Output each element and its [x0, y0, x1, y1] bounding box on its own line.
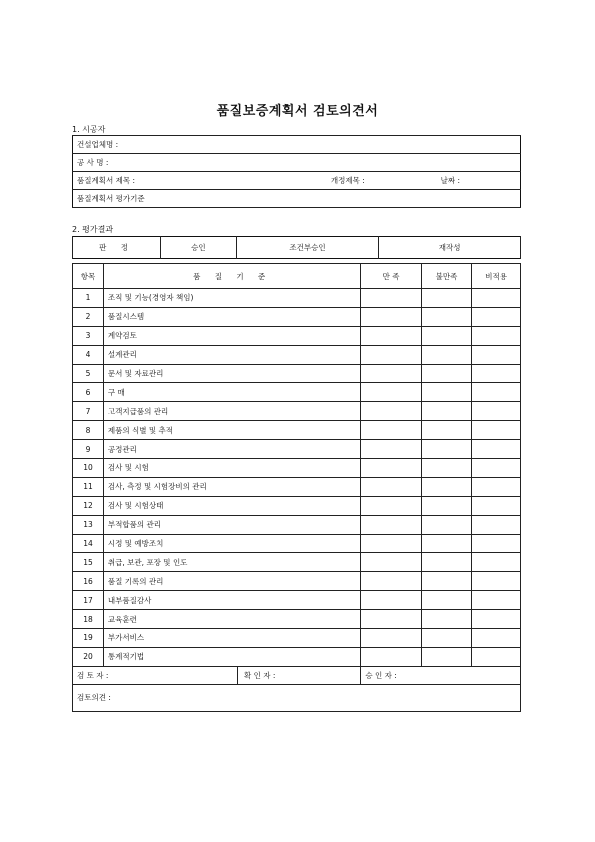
row-unsatisfied-cell[interactable]	[421, 610, 472, 629]
contractor-table	[72, 135, 521, 208]
row-unsatisfied-cell[interactable]	[421, 459, 472, 478]
row-criteria: 조직 및 기능(경영자 책임)	[103, 289, 360, 308]
row-satisfied-cell[interactable]	[361, 402, 421, 421]
row-number: 4	[73, 345, 104, 364]
approver-field[interactable]: 승 인 자 :	[361, 666, 521, 684]
row-criteria: 통계적기법	[103, 647, 360, 666]
row-satisfied-cell[interactable]	[361, 629, 421, 648]
row-unsatisfied-cell[interactable]	[421, 364, 472, 383]
judgement-table	[72, 236, 521, 259]
table-row	[73, 364, 521, 383]
row-criteria: 검사 및 시험	[103, 459, 360, 478]
plan-title-field[interactable]: 품질계획서 제목 :	[77, 176, 136, 185]
row-satisfied-cell[interactable]	[361, 534, 421, 553]
row-satisfied-cell[interactable]	[361, 383, 421, 402]
table-row	[73, 477, 521, 496]
row-criteria: 시정 및 예방조치	[103, 534, 360, 553]
row-satisfied-cell[interactable]	[361, 610, 421, 629]
row-na-cell[interactable]	[472, 496, 521, 515]
row-number: 18	[73, 610, 104, 629]
row-number: 9	[73, 440, 104, 459]
row-na-cell[interactable]	[472, 647, 521, 666]
row-satisfied-cell[interactable]	[361, 572, 421, 591]
header-na: 비적용	[472, 264, 521, 289]
table-row	[73, 345, 521, 364]
row-criteria: 문서 및 자료관리	[103, 364, 360, 383]
row-satisfied-cell[interactable]	[361, 289, 421, 308]
table-row	[73, 591, 521, 610]
revision-field[interactable]: 개정제목 :	[330, 176, 365, 185]
row-na-cell[interactable]	[472, 307, 521, 326]
row-na-cell[interactable]	[472, 289, 521, 308]
table-row	[73, 647, 521, 666]
row-unsatisfied-cell[interactable]	[421, 289, 472, 308]
row-number: 16	[73, 572, 104, 591]
header-unsatisfied: 불만족	[421, 264, 472, 289]
row-criteria: 내부품질감사	[103, 591, 360, 610]
row-na-cell[interactable]	[472, 591, 521, 610]
row-unsatisfied-cell[interactable]	[421, 383, 472, 402]
section1-label: 1. 시공자	[72, 125, 106, 134]
row-number: 12	[73, 496, 104, 515]
row-unsatisfied-cell[interactable]	[421, 534, 472, 553]
row-unsatisfied-cell[interactable]	[421, 496, 472, 515]
table-row	[73, 421, 521, 440]
row-satisfied-cell[interactable]	[361, 421, 421, 440]
criteria-table	[72, 263, 521, 712]
opinion-field[interactable]: 검토의견 :	[73, 684, 521, 711]
row-number: 20	[73, 647, 104, 666]
option-conditional[interactable]: 조건부승인	[236, 237, 379, 259]
row-satisfied-cell[interactable]	[361, 477, 421, 496]
table-row	[73, 496, 521, 515]
row-satisfied-cell[interactable]	[361, 591, 421, 610]
row-na-cell[interactable]	[472, 477, 521, 496]
plan-title-row[interactable]	[73, 172, 521, 190]
row-number: 5	[73, 364, 104, 383]
header-no: 항목	[73, 264, 104, 289]
row-na-cell[interactable]	[472, 572, 521, 591]
row-number: 1	[73, 289, 104, 308]
row-na-cell[interactable]	[472, 421, 521, 440]
page-title: 품질보증계획서 검토의견서	[216, 104, 379, 119]
row-criteria: 품질 기록의 관리	[103, 572, 360, 591]
table-row	[73, 383, 521, 402]
row-na-cell[interactable]	[472, 629, 521, 648]
row-criteria: 제품의 식별 및 추적	[103, 421, 360, 440]
row-unsatisfied-cell[interactable]	[421, 647, 472, 666]
table-row	[73, 307, 521, 326]
row-criteria: 취급, 보관, 포장 및 인도	[103, 553, 360, 572]
row-criteria: 고객지급품의 관리	[103, 402, 360, 421]
project-field[interactable]: 공 사 명 :	[73, 154, 521, 172]
row-number: 19	[73, 629, 104, 648]
row-satisfied-cell[interactable]	[361, 364, 421, 383]
row-criteria: 공정관리	[103, 440, 360, 459]
row-criteria: 교육훈련	[103, 610, 360, 629]
row-number: 13	[73, 515, 104, 534]
row-unsatisfied-cell[interactable]	[421, 629, 472, 648]
reviewer-field[interactable]: 검 토 자 :	[73, 667, 238, 684]
row-satisfied-cell[interactable]	[361, 440, 421, 459]
row-unsatisfied-cell[interactable]	[421, 553, 472, 572]
row-criteria: 부가서비스	[103, 629, 360, 648]
row-number: 17	[73, 591, 104, 610]
row-unsatisfied-cell[interactable]	[421, 515, 472, 534]
row-na-cell[interactable]	[472, 553, 521, 572]
row-criteria: 부적합품의 관리	[103, 515, 360, 534]
row-satisfied-cell[interactable]	[361, 345, 421, 364]
row-na-cell[interactable]	[472, 345, 521, 364]
header-satisfied: 만 족	[361, 264, 421, 289]
row-unsatisfied-cell[interactable]	[421, 591, 472, 610]
row-satisfied-cell[interactable]	[361, 307, 421, 326]
table-row	[73, 610, 521, 629]
row-criteria: 검사 및 시험상태	[103, 496, 360, 515]
row-number: 11	[73, 477, 104, 496]
row-criteria: 계약검토	[103, 326, 360, 345]
row-unsatisfied-cell[interactable]	[421, 477, 472, 496]
row-unsatisfied-cell[interactable]	[421, 440, 472, 459]
row-satisfied-cell[interactable]	[361, 496, 421, 515]
row-number: 6	[73, 383, 104, 402]
table-row	[73, 459, 521, 478]
row-number: 3	[73, 326, 104, 345]
row-na-cell[interactable]	[472, 534, 521, 553]
table-row	[73, 289, 521, 308]
row-criteria: 구 매	[103, 383, 360, 402]
row-satisfied-cell[interactable]	[361, 553, 421, 572]
row-unsatisfied-cell[interactable]	[421, 326, 472, 345]
row-na-cell[interactable]	[472, 326, 521, 345]
table-row	[73, 402, 521, 421]
checker-field[interactable]: 확 인 자 :	[244, 670, 276, 680]
table-row	[73, 515, 521, 534]
row-unsatisfied-cell[interactable]	[421, 345, 472, 364]
date-field[interactable]: 날짜 :	[440, 176, 460, 185]
row-unsatisfied-cell[interactable]	[421, 402, 472, 421]
row-number: 10	[73, 459, 104, 478]
header-criteria: 품 질 기 준	[103, 264, 360, 289]
table-row	[73, 440, 521, 459]
row-unsatisfied-cell[interactable]	[421, 307, 472, 326]
row-unsatisfied-cell[interactable]	[421, 421, 472, 440]
row-satisfied-cell[interactable]	[361, 326, 421, 345]
table-row	[73, 553, 521, 572]
option-rewrite[interactable]: 재작성	[379, 237, 521, 259]
row-na-cell[interactable]	[472, 610, 521, 629]
table-row	[73, 534, 521, 553]
row-na-cell[interactable]	[472, 402, 521, 421]
table-row	[73, 629, 521, 648]
row-na-cell[interactable]	[472, 383, 521, 402]
row-na-cell[interactable]	[472, 440, 521, 459]
row-satisfied-cell[interactable]	[361, 647, 421, 666]
table-row	[73, 572, 521, 591]
section2-label: 2. 평가결과	[72, 225, 114, 234]
table-row	[73, 326, 521, 345]
row-satisfied-cell[interactable]	[361, 459, 421, 478]
criteria-field[interactable]: 품질계획서 평가기준	[73, 190, 521, 208]
row-criteria: 검사, 측정 및 시험장비의 관리	[103, 477, 360, 496]
company-field[interactable]: 건설업체명 :	[73, 136, 521, 154]
row-number: 14	[73, 534, 104, 553]
option-approve[interactable]: 승인	[161, 237, 237, 259]
judgement-label: 판 정	[73, 237, 161, 259]
row-na-cell[interactable]	[472, 364, 521, 383]
row-unsatisfied-cell[interactable]	[421, 572, 472, 591]
row-na-cell[interactable]	[472, 515, 521, 534]
row-satisfied-cell[interactable]	[361, 515, 421, 534]
row-criteria: 품질시스템	[103, 307, 360, 326]
row-number: 2	[73, 307, 104, 326]
row-number: 7	[73, 402, 104, 421]
row-number: 8	[73, 421, 104, 440]
row-criteria: 설계관리	[103, 345, 360, 364]
row-number: 15	[73, 553, 104, 572]
row-na-cell[interactable]	[472, 459, 521, 478]
